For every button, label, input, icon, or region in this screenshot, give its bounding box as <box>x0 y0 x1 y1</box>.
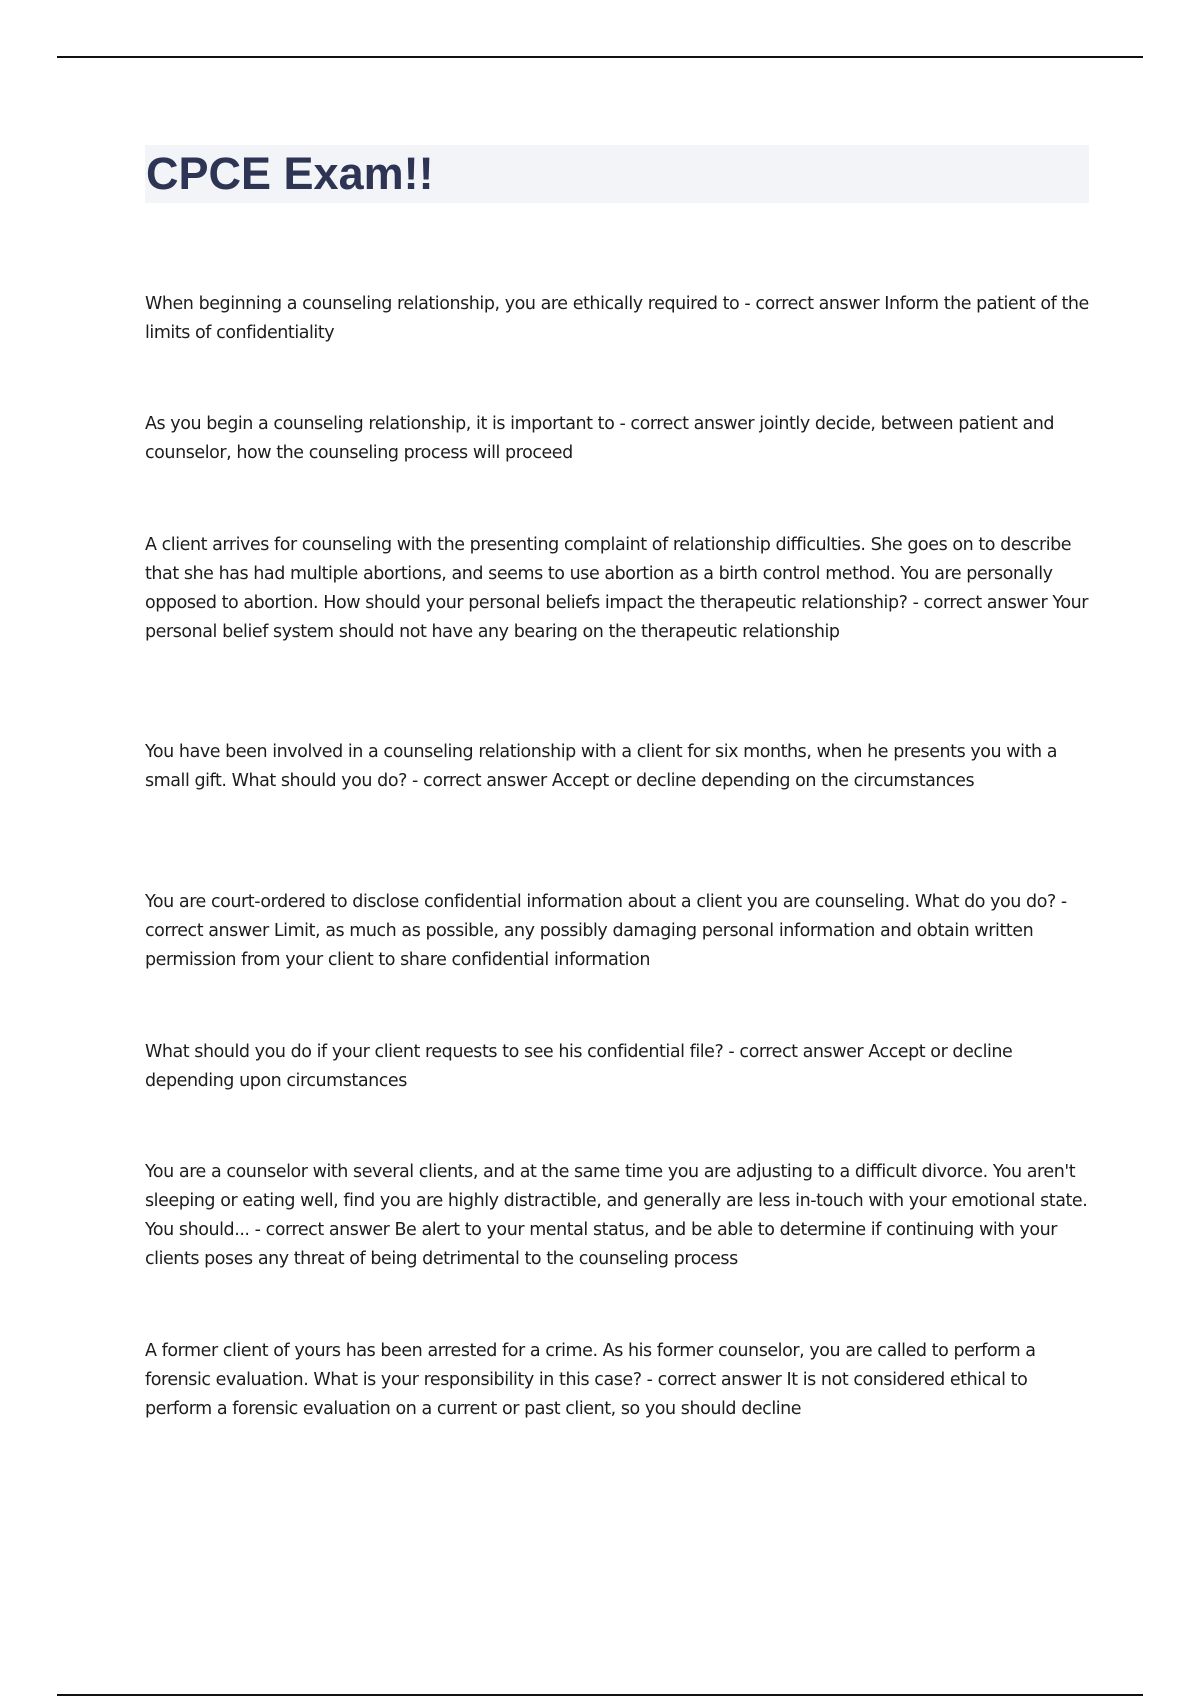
bottom-divider <box>57 1694 1143 1696</box>
qa-item-2: As you begin a counseling relationship, it is important to - correct answer jointly decide, between patient and counselor, how the counseling process will proceed <box>145 414 1055 463</box>
qa-item-5: You are court-ordered to disclose confidential information about a client you are counseling. What do you do? - correct answer Limit, as much as possible, any possibly damaging personal information and obtain written permission from your client to share confidential information <box>145 892 1067 970</box>
qa-item-1: When beginning a counseling relationship, you are ethically required to - correct answer Inform the patient of the limits of confidentiality <box>145 294 1089 343</box>
top-divider <box>57 56 1143 58</box>
qa-item-4: You have been involved in a counseling relationship with a client for six months, when he presents you with a small gift. What should you do? - correct answer Accept or decline depending on the circumstances <box>145 742 1058 791</box>
qa-item-6: What should you do if your client requests to see his confidential file? - correct answer Accept or decline depending upon circumstances <box>145 1042 1013 1091</box>
page-title: CPCE Exam!! <box>146 148 434 199</box>
qa-item-7: You are a counselor with several clients, and at the same time you are adjusting to a difficult divorce. You aren't sleeping or eating well, find you are highly distractible, and generally are less in-touch with your emotional state. You should... - correct answer Be alert to your mental status, and be able to determine if continuing with your clients poses any threat of being detrimental to the counseling process <box>145 1162 1088 1269</box>
qa-item-8: A former client of yours has been arrested for a crime. As his former counselor, you are called to perform a forensic evaluation. What is your responsibility in this case? - correct answer It is not considered ethical to perform a forensic evaluation on a current or past client, so you should decline <box>145 1341 1036 1419</box>
qa-item-3: A client arrives for counseling with the presenting complaint of relationship difficulties. She goes on to describe that she has had multiple abortions, and seems to use abortion as a birth control method. You are personally opposed to abortion. How should your personal beliefs impact the therapeutic relationship? - correct answer Your personal belief system should not have any bearing on the therapeutic relationship <box>145 535 1088 642</box>
